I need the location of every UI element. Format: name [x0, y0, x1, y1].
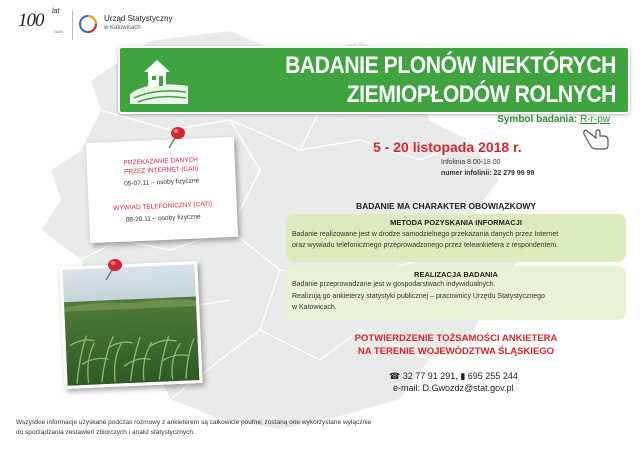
footer-line-1: Wszystkie informacje uzyskane podczas rozmowy z ankieterem są całkowicie poufne; zostaną one wykorzystane wyłącznie [16, 419, 372, 426]
contact-email[interactable]: e-mail: D.Gwozdz@stat.gov.pl [393, 383, 514, 393]
realization-text-2: Realizują go ankieterzy statystyki publicznej – pracownicy Urzędu Statystycznego [292, 293, 545, 300]
method-text-2: oraz wywiadu telefonicznego przeprowadzonego przez teleankietera z respondentem. [292, 242, 559, 249]
pushpin-photo-icon [100, 256, 126, 282]
obligatory-heading: BADANIE MA CHARAKTER OBOWIĄZKOWY [356, 201, 537, 211]
mobile-number: 695 255 244 [467, 371, 518, 381]
pointing-hand-icon [582, 124, 610, 150]
cati-title: WYWIAD TELEFONICZNY (CATI) [113, 200, 213, 213]
logo-divider [72, 10, 73, 40]
office-city: w Katowicach [104, 25, 141, 31]
cawi-title-2: PRZEZ INTERNET (CAII) [123, 165, 199, 176]
survey-symbol-label: Symbol badania: [497, 114, 578, 125]
confirmation-line-2: NA TERENIE WOJEWÓDZTWA ŚLĄSKIEGO [357, 346, 555, 357]
logo-100-years: 100 [18, 10, 44, 31]
realization-text-3: w Katowicach. [292, 304, 337, 311]
footer-line-2: do sporządzania zestawień zbiorczych i analiz statystycznych. [16, 429, 195, 436]
header-logo [10, 8, 180, 44]
hotline-hours: Infolinia 8.00-18.00 [441, 159, 501, 166]
method-box [286, 214, 626, 262]
mobile-phone-icon: ▮ [460, 371, 466, 381]
realization-text-1: Badanie przeprowadzane jest w gospodarstwach indywidualnych. [292, 281, 496, 288]
method-text-1: Badanie realizowane jest w drodze samodzielnego przekazania danych przez Internet [292, 231, 559, 238]
title-banner [118, 46, 630, 114]
pushpin-icon [163, 124, 189, 150]
contact-phones [389, 371, 518, 382]
phone-icon: ☎ [389, 371, 401, 381]
method-schedule-note [86, 137, 238, 243]
office-logo-icon [78, 14, 98, 34]
survey-dates: 5 - 20 listopada 2018 r. [373, 139, 522, 155]
cati-dates: 08-20.11 – osoby fizyczne [125, 213, 201, 224]
hotline-number: numer infolinii: 22 279 99 99 [441, 170, 535, 177]
title-line-2: ZIEMIOPŁODÓW ROLNYCH [346, 81, 616, 108]
method-title: METODA POZYSKANIA INFORMACJI [390, 218, 522, 227]
realization-title: REALIZACJA BADANIA [414, 270, 498, 279]
cawi-title-1: PRZEKAZANIE DANYCH [123, 156, 199, 167]
survey-symbol-link[interactable]: R-r-pw [580, 114, 610, 125]
confirmation-line-1: POTWIERDZENIE TOŻSAMOŚCI ANKIETERA [354, 333, 558, 344]
title-line-1: BADANIE PLONÓW NIEKTÓRYCH [285, 52, 616, 79]
realization-box [286, 266, 626, 320]
phone-number: 32 77 91 291, [402, 371, 458, 381]
logo-gus: GUS [54, 29, 63, 34]
farm-house-icon [128, 54, 190, 106]
logo-lat: lat [52, 8, 60, 15]
cawi-dates: 05-07.11 – osoby fizyczne [124, 177, 200, 188]
corn-field-photo [59, 261, 202, 389]
office-name: Urząd Statystyczny [104, 14, 173, 23]
